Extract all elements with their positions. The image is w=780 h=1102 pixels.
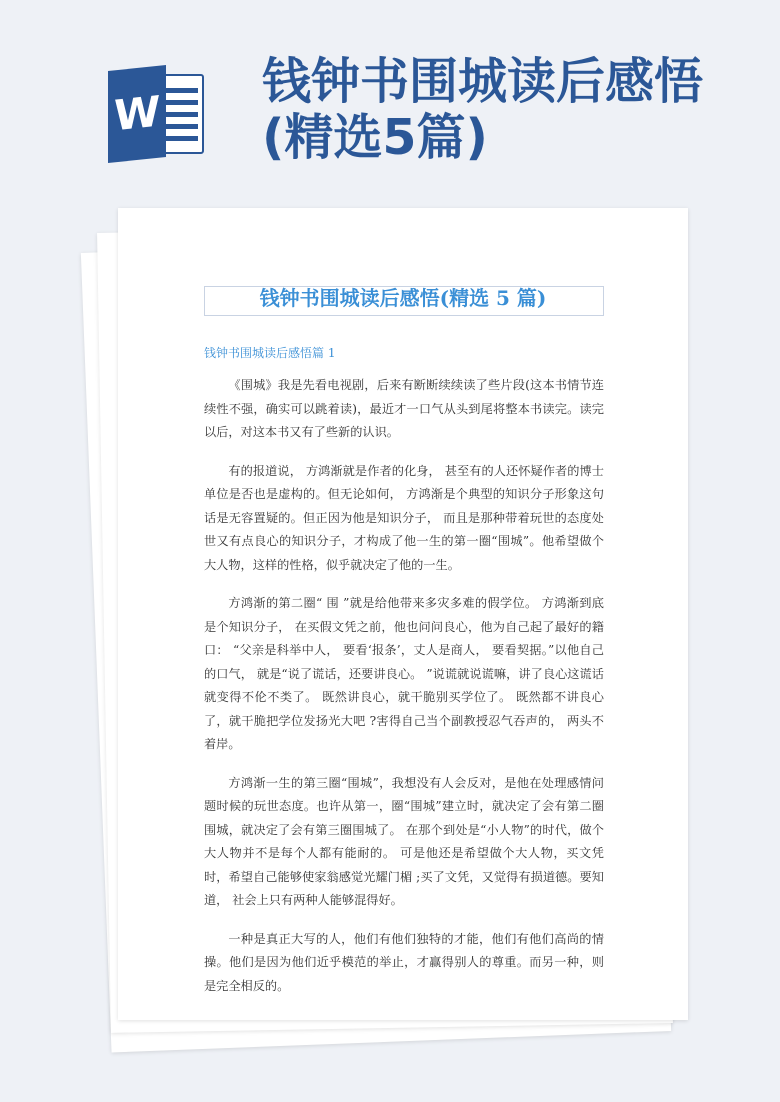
document-heading: 钱钟书围城读后感悟(精选 5 篇) [259, 286, 547, 310]
document-page [118, 208, 688, 1020]
paragraph: 《围城》我是先看电视剧，后来有断断续续读了些片段(这本书情节连续性不强，确实可以跳着读)，最近才一口气从头到尾将整本书读完。读完以后，对这本书又有了些新的认识。 [204, 378, 604, 439]
section-title: 钱钟书围城读后感悟篇 1 [204, 346, 336, 360]
paragraph: 一种是真正大写的人，他们有他们独特的才能，他们有他们高尚的情操。他们是因为他们近乎模范的举止，才赢得别人的尊重。而另一种，则是完全相反的。 [204, 931, 604, 993]
paragraph: 有的报道说， 方鸿渐就是作者的化身， 甚至有的人还怀疑作者的博士单位是否也是虚构的。但无论如何， 方鸿渐是个典型的知识分子形象这句话是无容置疑的。但正因为他是知识分子， 而且是那种带着玩世的态度处世又有点良心的知识分子，才构成了他一生的第一圈“围城”。他希望做个大人物，这样的性格，似乎就决定了他的一生。 [204, 463, 604, 572]
word-letter-badge: W [108, 65, 166, 163]
document-body [204, 374, 604, 1013]
paragraph: 方鸿渐的第二圈“ 围 ”就是给他带来多灾多难的假学位。 方鸿渐到底是个知识分子， 在买假文凭之前，他也问问良心，他为自己起了最好的籍口： “父亲是科举中人， 要看‘报条’，丈人是商人， 要看契据。”以他自己的口气， 就是“说了谎话，还要讲良心。 ”说谎就说谎嘛，讲了良心这谎话就变得不伦不类了。 既然讲良心，就干脆别买学位了。 既然都不讲良心了，就干脆把学位发扬光大吧 ?害得自己当个副教授忍气吞声的， 两头不着岸。 [204, 596, 604, 751]
page-title: 钱钟书围城读后感悟(精选5篇) [262, 53, 704, 166]
word-document-icon [108, 68, 208, 160]
paragraph: 方鸿渐一生的第三圈“围城”，我想没有人会反对，是他在处理感情问题时候的玩世态度。也许从第一，圈“围城”建立时，就决定了会有第二圈围城，就决定了会有第三圈围城了。 在那个到处是“小人物”的时代，做个大人物并不是每个人都有能耐的。 可是他还是希望做个大人物，买文凭时，希望自己能够使家翁感觉光耀门楣 ;买了文凭，又觉得有损道德。要知道， 社会上只有两种人能够混得好。 [204, 775, 604, 907]
